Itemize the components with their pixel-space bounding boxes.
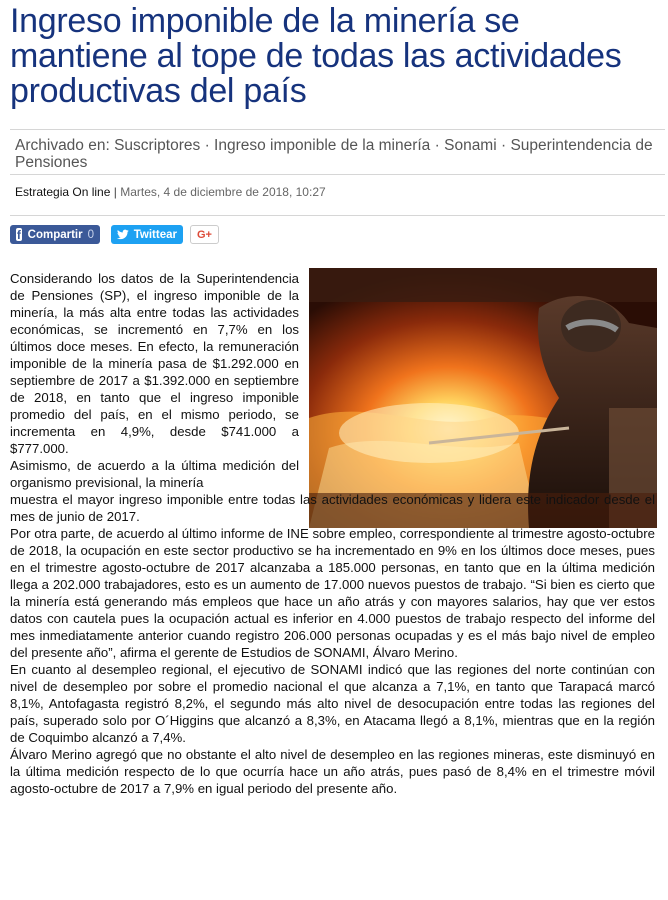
facebook-share-count: 0 — [87, 228, 94, 241]
twitter-share-label: Twittear — [133, 228, 177, 241]
facebook-icon: f — [16, 228, 21, 242]
paragraph-2-end: muestra el mayor ingreso imponible entre todas las actividades económicas y lidera este indicador desde el mes de junio de 2017. — [10, 492, 655, 524]
article-title: Ingreso imponible de la minería se mantiene al tope de todas las actividades productivas del país — [10, 2, 622, 110]
article-source: Estrategia On line — [15, 185, 111, 199]
article-date: Martes, 4 de diciembre de 2018, 10:27 — [120, 185, 326, 199]
facebook-share-button[interactable] — [10, 225, 100, 244]
tag-separator: · — [434, 137, 440, 154]
twitter-share-button[interactable] — [111, 225, 183, 244]
google-plus-share-button[interactable] — [190, 225, 219, 244]
paragraph-5: Álvaro Merino agregó que no obstante el alto nivel de desempleo en las regiones mineras, este disminuyó en la última medición respecto de lo que ocurría hace un año atrás, pues pasó de 8,4% en el trimestre móvil agosto-octubre de 2017 a 7,9% en igual periodo del presente año. — [10, 747, 655, 796]
tag-link-suscriptores[interactable]: Suscriptores — [114, 137, 201, 154]
tag-link-superintendencia[interactable]: Superintendencia de Pensiones — [15, 137, 653, 171]
twitter-bird-icon — [117, 229, 129, 240]
article-body — [10, 270, 655, 797]
divider-top — [10, 129, 665, 130]
tag-link-ingreso-imponible[interactable]: Ingreso imponible de la minería — [214, 137, 431, 154]
tag-separator: · — [204, 137, 210, 154]
article-meta — [15, 185, 326, 199]
paragraph-4: En cuanto al desempleo regional, el ejecutivo de SONAMI indicó que las regiones del norte continúan con nivel de desempleo por sobre el promedio nacional el que alcanza a 7,1%, en tanto que Tarapacá marcó 8,1%, Antofagasta registró 8,2%, el segundo más alto nivel de desocupación entre todas las regiones del país, superado solo por O´Higgins que alcanzó a 8,3%, en Atacama llegó a 8,1%, mientras que en la región de Coquimbo alcanzó a 7,4%. — [10, 662, 655, 745]
paragraph-2-start: Asimismo, de acuerdo a la última medición del organismo previsional, la minería — [10, 458, 299, 490]
divider-middle — [10, 174, 665, 175]
archive-prefix: Archivado en: — [15, 137, 110, 154]
meta-separator: | — [113, 185, 117, 199]
divider-bottom — [10, 215, 665, 216]
paragraph-3: Por otra parte, de acuerdo al último informe de INE sobre empleo, correspondiente al trimestre agosto-octubre de 2018, la ocupación en este sector productivo se ha incrementado en 9% en los últimos doce meses, pues en el trimestre agosto-octubre de 2017 alcanzaba a 185.000 personas, en tanto que en la última medición llega a 202.000 trabajadores, esto es un aumento de 17.000 nuevos puestos de trabajo. “Si bien es cierto que la minería está generando más empleos que hace un año atrás y con mayores salarios, hay que ver estos datos con cautela pues la ocupación actual es inferior en 4.000 puestos de trabajo respecto del informe del mes inmediatamente anterior cuando registro 206.000 personas ocupadas y es el más bajo nivel de empleo del presente año”, afirma el gerente de Estudios de SONAMI, Álvaro Merino. — [10, 526, 655, 660]
tag-link-sonami[interactable]: Sonami — [444, 137, 497, 154]
paragraph-1: Considerando los datos de la Superintendencia de Pensiones (SP), el ingreso imponible de la minería, la más alta entre todas las actividades económicas, se incrementó en 7,7% en los últimos doce meses. En efecto, la remuneración imponible de la minería pasa de $1.292.000 en septiembre de 2017 a $1.392.000 en septiembre de 2018, en tanto que el ingreso imponible promedio del país, en el mismo periodo, se incrementa en 4,9%, desde $741.000 a $777.000. — [10, 271, 299, 456]
archive-tags — [15, 137, 655, 171]
google-plus-label: G+ — [197, 228, 212, 241]
tag-separator: · — [500, 137, 507, 154]
facebook-share-label: Compartir — [27, 228, 83, 241]
